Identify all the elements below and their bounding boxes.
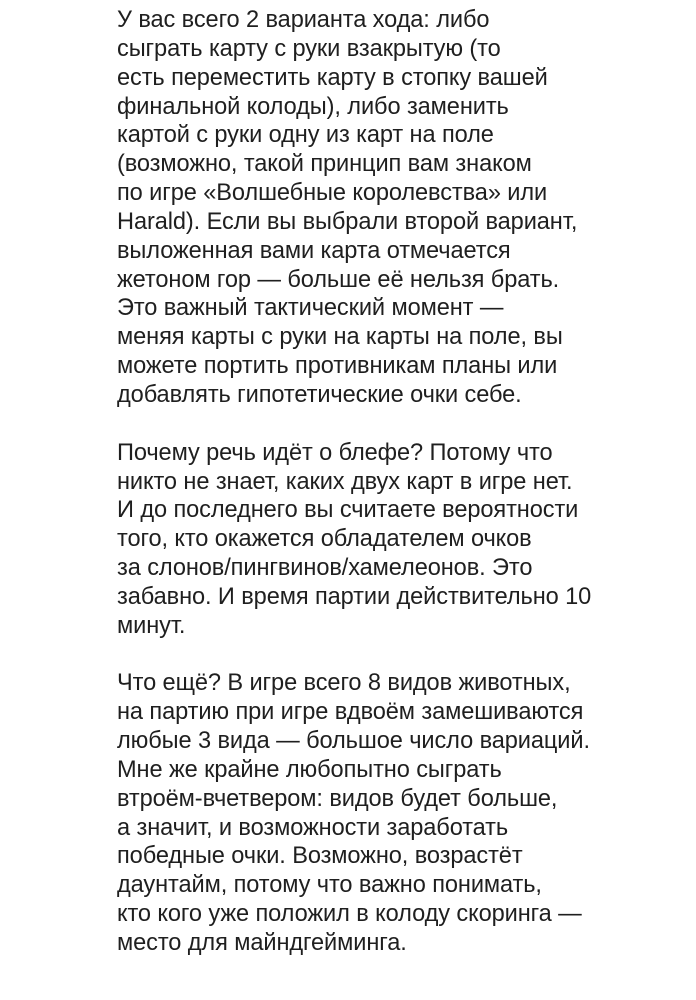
text-line: Что ещё? В игре всего 8 видов животных, (117, 670, 571, 697)
paragraph-1 (117, 6, 657, 410)
text-line: добавлять гипотетические очки себе. (117, 381, 522, 408)
text-line: можете портить противникам планы или (117, 353, 558, 380)
text-line: никто не знает, каких двух карт в игре нет. (117, 468, 573, 495)
text-line: жетоном гор — больше её нельзя брать. (117, 266, 560, 293)
text-line: Почему речь идёт о блефе? Потому что (117, 439, 553, 466)
text-line: есть переместить карту в стопку вашей (117, 64, 548, 91)
text-line: минут. (117, 612, 186, 639)
text-line: на партию при игре вдвоём замешиваются (117, 699, 584, 726)
text-line: а значит, и возможности заработать (117, 814, 509, 841)
text-line: выложенная вами карта отмечается (117, 237, 511, 264)
text-line: картой с руки одну из карт на поле (117, 122, 494, 149)
text-line: кто кого уже положил в колоду скоринга — (117, 901, 582, 928)
text-line: даунтайм, потому что важно понимать, (117, 872, 542, 899)
text-line: (возможно, такой принцип вам знаком (117, 151, 532, 178)
paragraph-3 (117, 669, 657, 957)
text-line: финальной колоды), либо заменить (117, 93, 509, 120)
text-line: меняя карты с руки на карты на поле, вы (117, 324, 563, 351)
text-line: сыграть карту с руки взакрытую (то (117, 35, 501, 62)
text-line: И до последнего вы считаете вероятности (117, 497, 579, 524)
text-line: по игре «Волшебные королевства» или (117, 180, 548, 207)
text-line: любые 3 вида — большое число вариаций. (117, 728, 590, 755)
text-line: за слонов/пингвинов/хамелеонов. Это (117, 555, 533, 582)
text-line: забавно. И время партии действительно 10 (117, 583, 592, 610)
text-line: Мне же крайне любопытно сыграть (117, 756, 502, 783)
text-line: Это важный тактический момент — (117, 295, 504, 322)
text-line: втроём-вчетвером: видов будет больше, (117, 785, 558, 812)
text-line: место для майндгейминга. (117, 930, 407, 956)
paragraph-2 (117, 439, 657, 641)
text-line: того, кто окажется обладателем очков (117, 526, 532, 553)
article-body (117, 6, 657, 958)
text-line: Harald). Если вы выбрали второй вариант, (117, 208, 578, 235)
text-line: победные очки. Возможно, возрастёт (117, 843, 523, 870)
text-line: У вас всего 2 варианта хода: либо (117, 7, 490, 33)
